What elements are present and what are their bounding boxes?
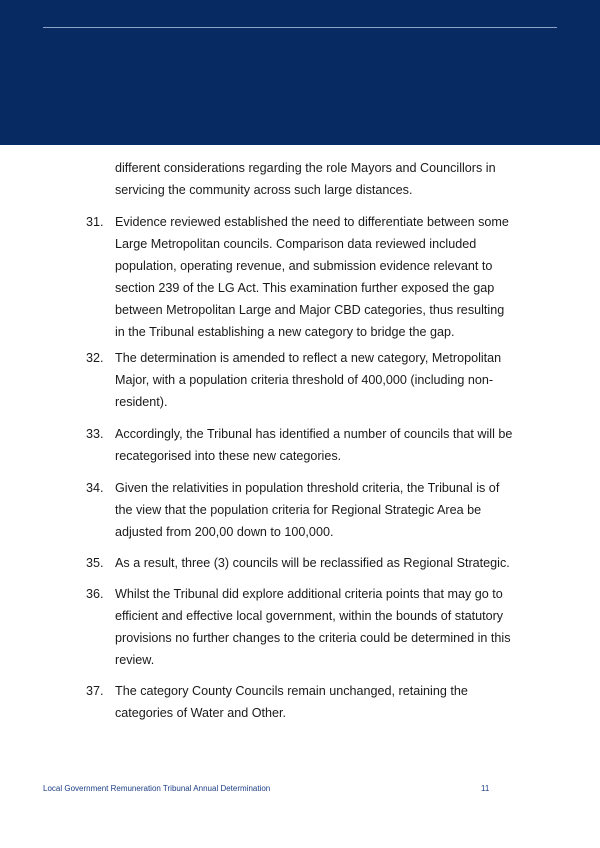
paragraph-32: [86, 347, 516, 413]
paragraph-text: Evidence reviewed established the need to differentiate between some Large Metropolitan councils. Comparison data reviewed included population, operating revenue, and submission evidence relevant to section 239 of the LG Act. This examination further exposed the gap between Metropolitan Large and Major CBD categories, thus resulting in the Tribunal establishing a new category to bridge the gap.: [115, 215, 509, 339]
paragraph-37: [86, 680, 516, 724]
paragraph-number: 34.: [86, 481, 104, 495]
paragraph-number: 35.: [86, 556, 104, 570]
paragraph-text: Accordingly, the Tribunal has identified a number of councils that will be recategorised into these new categories.: [115, 427, 513, 463]
paragraph-number: 33.: [86, 427, 104, 441]
paragraph-number: 31.: [86, 215, 104, 229]
paragraph-text: Given the relativities in population threshold criteria, the Tribunal is of the view that the population criteria for Regional Strategic Area be adjusted from 200,00 down to 100,000.: [115, 481, 500, 539]
paragraph-text: Whilst the Tribunal did explore additional criteria points that may go to efficient and effective local government, within the bounds of statutory provisions no further changes to the criteria could be determined in this review.: [115, 587, 511, 667]
paragraph-text: As a result, three (3) councils will be reclassified as Regional Strategic.: [115, 556, 510, 570]
paragraph-number: 32.: [86, 351, 104, 365]
paragraph-number: 37.: [86, 684, 104, 698]
paragraph-text: The determination is amended to reflect a new category, Metropolitan Major, with a population criteria threshold of 400,000 (including non-resident).: [115, 351, 502, 409]
paragraph-number: 36.: [86, 587, 104, 601]
footer-title: Local Government Remuneration Tribunal Annual Determination: [43, 784, 271, 793]
paragraph-35: [86, 552, 516, 574]
paragraph-text: The category County Councils remain unchanged, retaining the categories of Water and Other.: [115, 684, 468, 720]
paragraph-36: [86, 583, 516, 671]
paragraph-34: [86, 477, 516, 543]
paragraph-31: [86, 211, 516, 343]
page-number: 11: [481, 784, 490, 793]
continued-paragraph: different considerations regarding the role Mayors and Councillors in servicing the community across such large distances.: [115, 161, 496, 197]
header-rule: [43, 27, 557, 28]
paragraph-33: [86, 423, 516, 467]
header-band: [0, 0, 600, 145]
